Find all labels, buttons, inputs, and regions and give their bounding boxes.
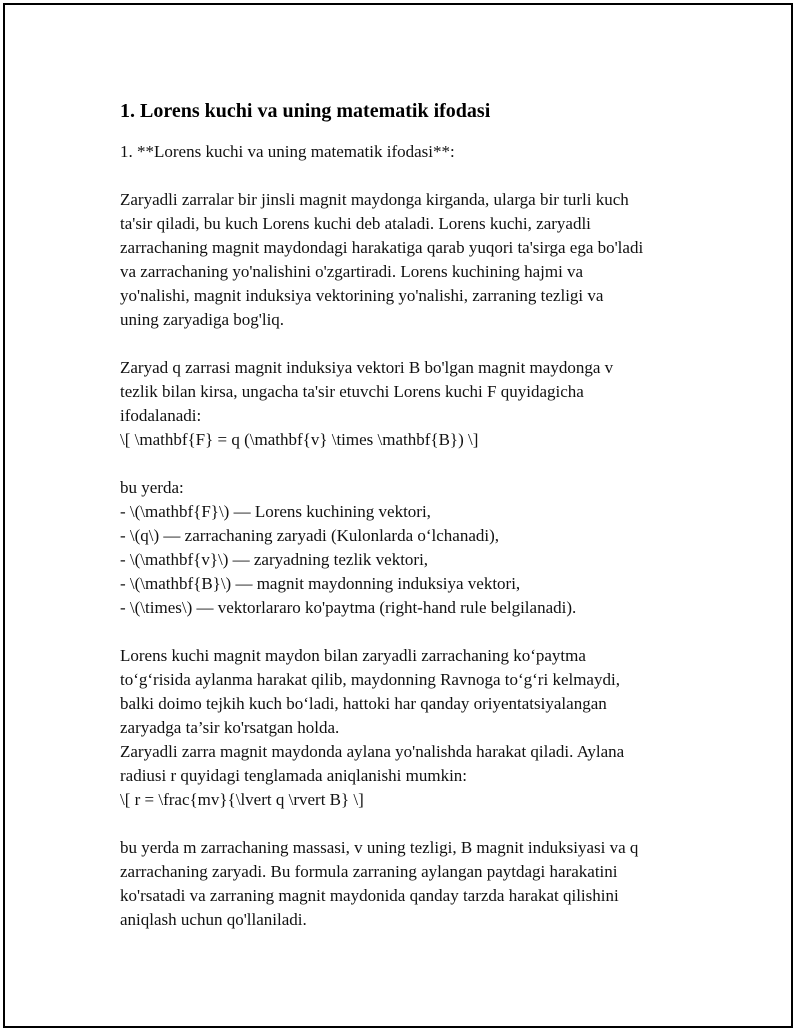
blank-line [120, 620, 700, 644]
text-line: balki doimo tejkih kuch bo‘ladi, hattoki har qanday oriyentatsiyalangan [120, 694, 607, 713]
text-line: zarrachaning zaryadi. Bu formula zarraning aylangan paytdagi harakatini [120, 862, 618, 881]
text-line: zaryadga ta’sir ko'rsatgan holda. [120, 718, 340, 737]
list-item: - \(\times\) — vektorlararo ko'paytma (right-hand rule belgilanadi). [120, 598, 577, 617]
text-line: Lorens kuchi magnit maydon bilan zaryadli zarrachaning ko‘paytma [120, 646, 586, 665]
list-item: - \(\mathbf{F}\) — Lorens kuchining vektori, [120, 502, 431, 521]
text-line: ta'sir qiladi, bu kuch Lorens kuchi deb ataladi. Lorens kuchi, zaryadli [120, 214, 591, 233]
list-item: - \(q\) — zarrachaning zaryadi (Kulonlarda o‘lchanadi), [120, 526, 500, 545]
text-line: tezlik bilan kirsa, ungacha ta'sir etuvchi Lorens kuchi F quyidagicha [120, 382, 584, 401]
list-item: - \(\mathbf{v}\) — zaryadning tezlik vektori, [120, 550, 429, 569]
text-line: bu yerda m zarrachaning massasi, v uning tezligi, B magnit induksiyasi va q [120, 838, 639, 857]
text-line: aniqlash uchun qo'llaniladi. [120, 910, 307, 929]
section-heading: 1. Lorens kuchi va uning matematik ifodasi [120, 100, 491, 122]
blank-line [120, 812, 700, 836]
text-line: Zaryad q zarrasi magnit induksiya vektori B bo'lgan magnit maydonga v [120, 358, 614, 377]
blank-line [120, 452, 700, 476]
text-line: zarrachaning magnit maydondagi harakatiga qarab yuqori ta'sirga ega bo'ladi [120, 238, 644, 257]
document-body [120, 140, 700, 932]
text-line: radiusi r quyidagi tenglamada aniqlanishi mumkin: [120, 766, 468, 785]
text-line: 1. **Lorens kuchi va uning matematik ifodasi**: [120, 142, 455, 161]
text-line: ifodalanadi: [120, 406, 202, 425]
text-line: va zarrachaning yo'nalishini o'zgartiradi. Lorens kuchining hajmi va [120, 262, 584, 281]
list-item: - \(\mathbf{B}\) — magnit maydonning induksiya vektori, [120, 574, 521, 593]
text-line: uning zaryadiga bog'liq. [120, 310, 285, 329]
text-line: to‘g‘risida aylanma harakat qilib, maydonning Ravnoga to‘g‘ri kelmaydi, [120, 670, 620, 689]
text-line: Zaryadli zarra magnit maydonda aylana yo'nalishda harakat qiladi. Aylana [120, 742, 625, 761]
blank-line [120, 332, 700, 356]
blank-line [120, 164, 700, 188]
document-content [120, 97, 700, 932]
formula-line: \[ \mathbf{F} = q (\mathbf{v} \times \mathbf{B}) \] [120, 430, 479, 449]
text-line: Zaryadli zarralar bir jinsli magnit maydonga kirganda, ularga bir turli kuch [120, 190, 629, 209]
text-line: bu yerda: [120, 478, 184, 497]
page-frame [3, 3, 793, 1028]
text-line: ko'rsatadi va zarraning magnit maydonida qanday tarzda harakat qilishini [120, 886, 619, 905]
formula-line: \[ r = \frac{mv}{\lvert q \rvert B} \] [120, 790, 364, 809]
text-line: yo'nalishi, magnit induksiya vektorining yo'nalishi, zarraning tezligi va [120, 286, 604, 305]
